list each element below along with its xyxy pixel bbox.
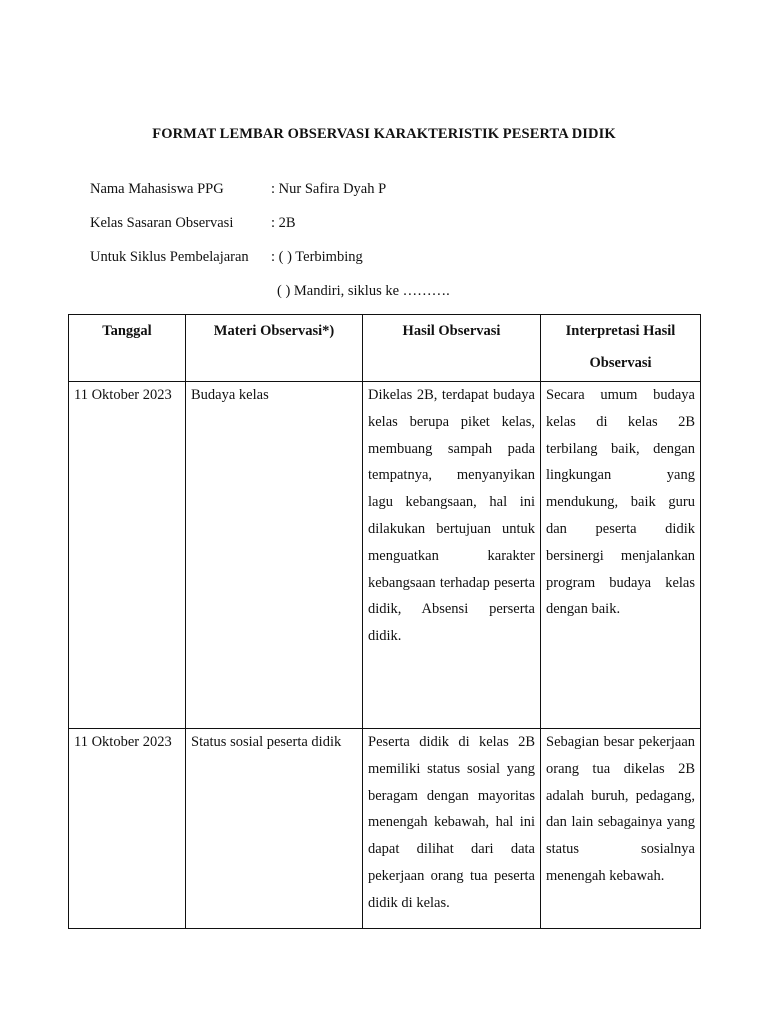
- table-row: [69, 382, 701, 729]
- header-topic: Materi Observasi*): [186, 315, 363, 382]
- table-row: [69, 729, 701, 929]
- student-name-label: Nama Mahasiswa PPG: [90, 181, 224, 197]
- target-class-label: Kelas Sasaran Observasi: [90, 215, 234, 231]
- info-class-row: [90, 213, 296, 233]
- table-header-row: [69, 315, 701, 382]
- row-date: 11 Oktober 2023: [69, 382, 186, 729]
- row-topic: Status sosial peserta didik: [186, 729, 363, 929]
- info-cycle-row: [90, 247, 363, 267]
- header-date: Tanggal: [69, 315, 186, 382]
- row-result: Peserta didik di kelas 2B memiliki status sosial yang beragam dengan mayoritas menengah kebawah, hal ini dapat dilihat dari data pekerjaan orang tua peserta didik di kelas.: [363, 729, 541, 929]
- cycle-option-guided: : ( ) Terbimbing: [271, 249, 363, 265]
- student-name-value: : Nur Safira Dyah P: [271, 181, 387, 197]
- row-interpretation: Secara umum budaya kelas di kelas 2B terbilang baik, dengan lingkungan yang mendukung, baik guru dan peserta didik bersinergi menjalankan program budaya kelas dengan baik.: [541, 382, 701, 729]
- info-student-row: [90, 179, 386, 199]
- target-class-value: : 2B: [271, 215, 296, 231]
- row-result: Dikelas 2B, terdapat budaya kelas berupa piket kelas, membuang sampah pada tempatnya, menyanyikan lagu kebangsaan, hal ini dilakukan bertujuan untuk menguatkan karakter kebangsaan terhadap peserta didik, Absensi perserta didik.: [363, 382, 541, 729]
- row-interpretation: Sebagian besar pekerjaan orang tua dikelas 2B adalah buruh, pedagang, dan lain sebagainya yang status sosialnya menengah kebawah.: [541, 729, 701, 929]
- row-date: 11 Oktober 2023: [69, 729, 186, 929]
- page-title: FORMAT LEMBAR OBSERVASI KARAKTERISTIK PESERTA DIDIK: [152, 126, 616, 142]
- observation-table: [68, 314, 701, 929]
- learning-cycle-label: Untuk Siklus Pembelajaran: [90, 249, 249, 265]
- header-interpretation: Interpretasi Hasil Observasi: [541, 315, 701, 382]
- row-topic: Budaya kelas: [186, 382, 363, 729]
- header-result: Hasil Observasi: [363, 315, 541, 382]
- cycle-option-independent: ( ) Mandiri, siklus ke ……….: [277, 283, 450, 299]
